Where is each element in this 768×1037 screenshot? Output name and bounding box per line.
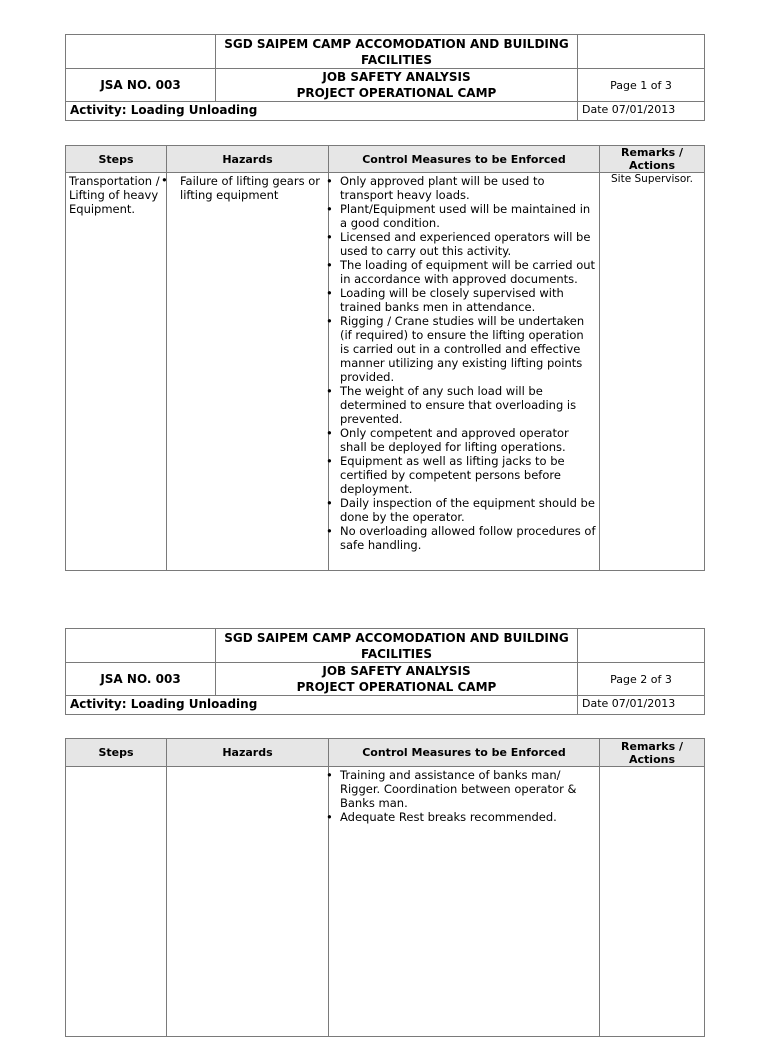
bullet-icon: •	[161, 173, 168, 187]
column-header-remarks: Remarks / Actions	[600, 739, 705, 767]
control-measure-text: Training and assistance of banks man/ Rigger. Coordination between operator & Banks man.	[340, 768, 577, 810]
controls-cell	[326, 767, 600, 1037]
control-measure-item	[326, 314, 599, 384]
control-measure-item	[326, 202, 599, 230]
control-measure-text: Daily inspection of the equipment should be done by the operator.	[340, 496, 595, 524]
column-header-hazards: Hazards	[167, 739, 329, 767]
doc-title: SGD SAIPEM CAMP ACCOMODATION AND BUILDING FACILITIES	[216, 629, 578, 663]
bullet-icon: •	[326, 810, 333, 824]
bullet-icon: •	[326, 258, 333, 272]
bullet-icon: •	[326, 524, 333, 538]
control-measure-item	[326, 384, 599, 426]
control-measure-item	[326, 496, 599, 524]
jsa-table-page-1	[65, 145, 705, 571]
page-number: Page 2 of 3	[578, 663, 705, 696]
column-header-steps: Steps	[66, 739, 167, 767]
control-measures-list	[326, 174, 599, 552]
header-blank-left	[66, 629, 216, 663]
column-header-steps: Steps	[66, 146, 167, 173]
header-table-page-1	[65, 34, 705, 121]
control-measure-text: Plant/Equipment used will be maintained in a good condition.	[340, 202, 591, 230]
control-measure-text: Loading will be closely supervised with trained banks men in attendance.	[340, 286, 564, 314]
activity-label: Activity: Loading Unloading	[66, 696, 578, 715]
control-measure-item	[326, 286, 599, 314]
control-measure-text: The loading of equipment will be carried out in accordance with approved documents.	[340, 258, 596, 286]
header-table-page-2	[65, 628, 705, 715]
column-header-hazards: Hazards	[167, 146, 329, 173]
doc-subtitle-line-1: JOB SAFETY ANALYSIS	[322, 70, 471, 84]
controls-cell	[326, 173, 600, 571]
control-measure-item	[326, 454, 599, 496]
hazards-cell	[161, 173, 329, 571]
doc-date: Date 07/01/2013	[578, 102, 705, 121]
control-measure-text: No overloading allowed follow procedures of safe handling.	[340, 524, 596, 552]
control-measure-item	[326, 426, 599, 454]
doc-subtitle	[216, 663, 578, 696]
control-measure-text: The weight of any such load will be determined to ensure that overloading is prevented.	[340, 384, 577, 426]
bullet-icon: •	[326, 384, 333, 398]
bullet-icon: •	[326, 426, 333, 440]
bullet-icon: •	[326, 286, 333, 300]
control-measure-text: Equipment as well as lifting jacks to be certified by competent persons before deployment.	[340, 454, 565, 496]
column-header-controls: Control Measures to be Enforced	[329, 739, 600, 767]
doc-title: SGD SAIPEM CAMP ACCOMODATION AND BUILDING FACILITIES	[216, 35, 578, 69]
hazards-cell	[167, 767, 329, 1037]
jsa-number: JSA NO. 003	[66, 69, 216, 102]
column-header-remarks: Remarks / Actions	[600, 146, 705, 173]
control-measure-text: Licensed and experienced operators will be used to carry out this activity.	[340, 230, 591, 258]
bullet-icon: •	[326, 202, 333, 216]
header-blank-left	[66, 35, 216, 69]
doc-date: Date 07/01/2013	[578, 696, 705, 715]
header-blank-right	[578, 629, 705, 663]
control-measure-item	[326, 174, 599, 202]
control-measure-item	[326, 768, 599, 810]
control-measure-text: Rigging / Crane studies will be undertaken (if required) to ensure the lifting operation is carried out in a controlled and effective manner utilizing any existing lifting points provided.	[340, 314, 585, 384]
control-measure-item	[326, 810, 599, 824]
control-measure-item	[326, 258, 599, 286]
control-measure-text: Only competent and approved operator shall be deployed for lifting operations.	[340, 426, 569, 454]
control-measure-text: Only approved plant will be used to transport heavy loads.	[340, 174, 545, 202]
control-measure-item	[326, 524, 599, 552]
bullet-icon: •	[326, 768, 333, 782]
header-blank-right	[578, 35, 705, 69]
page-number: Page 1 of 3	[578, 69, 705, 102]
bullet-icon: •	[326, 314, 333, 328]
doc-subtitle-line-2: PROJECT OPERATIONAL CAMP	[296, 86, 497, 100]
column-header-controls: Control Measures to be Enforced	[329, 146, 600, 173]
bullet-icon: •	[326, 496, 333, 510]
doc-subtitle	[216, 69, 578, 102]
hazard-text: Failure of lifting gears or lifting equipment	[180, 174, 320, 202]
remarks-cell	[600, 767, 705, 1037]
control-measure-text: Adequate Rest breaks recommended.	[340, 810, 557, 824]
bullet-icon: •	[326, 454, 333, 468]
jsa-number: JSA NO. 003	[66, 663, 216, 696]
jsa-table-page-2	[65, 738, 705, 1037]
control-measure-item	[326, 230, 599, 258]
steps-cell	[66, 767, 167, 1037]
activity-label: Activity: Loading Unloading	[66, 102, 578, 121]
doc-subtitle-line-2: PROJECT OPERATIONAL CAMP	[296, 680, 497, 694]
doc-subtitle-line-1: JOB SAFETY ANALYSIS	[322, 664, 471, 678]
bullet-icon: •	[326, 174, 333, 188]
steps-cell: Transportation / Lifting of heavy Equipment.	[66, 173, 167, 571]
bullet-icon: •	[326, 230, 333, 244]
remarks-cell: Site Supervisor.	[600, 173, 705, 571]
control-measures-list	[326, 768, 599, 824]
